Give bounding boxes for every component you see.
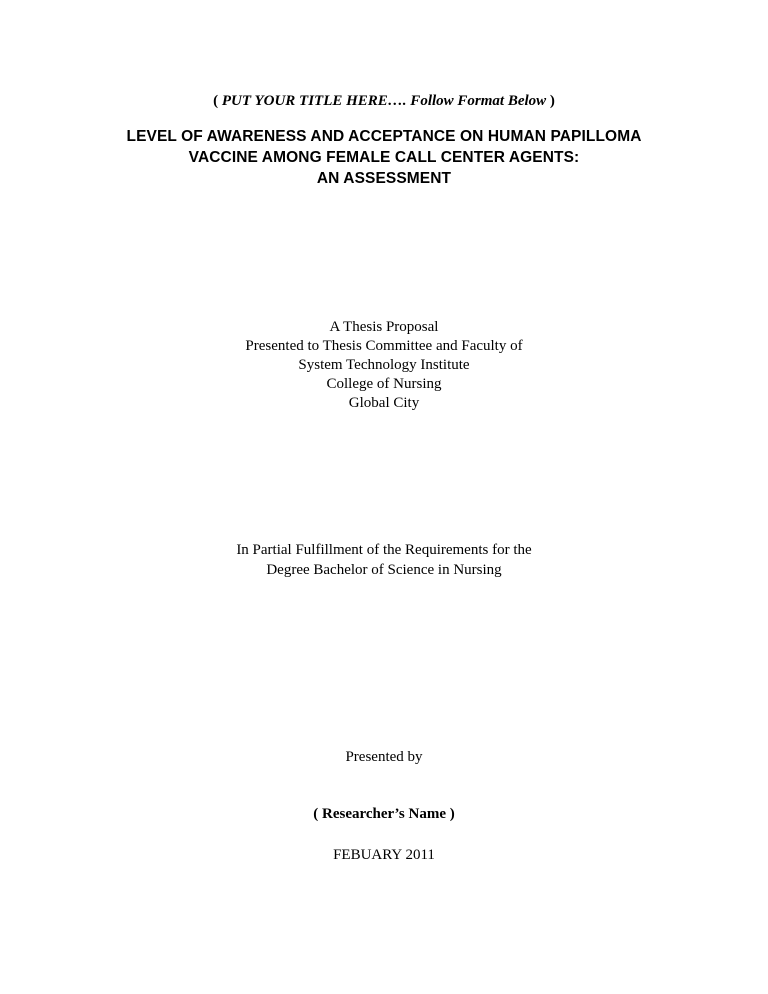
proposal-line-5: Global City <box>348 395 420 411</box>
fulfillment-line-1: In Partial Fulfillment of the Requirements for the <box>236 542 532 558</box>
proposal-line-4: College of Nursing <box>326 376 442 392</box>
title-line-1: LEVEL OF AWARENESS AND ACCEPTANCE ON HUMAN PAPILLOMA <box>126 128 642 145</box>
presented-by: Presented by <box>345 749 423 765</box>
fulfillment-line-2: Degree Bachelor of Science in Nursing <box>266 562 502 578</box>
title-line-3: AN ASSESSMENT <box>316 170 452 187</box>
note-text: PUT YOUR TITLE HERE…. Follow Format Below <box>218 93 550 109</box>
title-line-2: VACCINE AMONG FEMALE CALL CENTER AGENTS: <box>188 149 580 166</box>
proposal-line-2: Presented to Thesis Committee and Faculty of <box>245 338 523 354</box>
submission-date: FEBUARY 2011 <box>333 847 435 863</box>
researcher-name: ( Researcher’s Name ) <box>313 806 455 822</box>
note-open-paren: ( <box>213 93 219 109</box>
proposal-line-1: A Thesis Proposal <box>329 319 439 335</box>
proposal-line-3: System Technology Institute <box>298 357 470 373</box>
note-close-paren: ) <box>549 93 555 109</box>
format-instruction-note <box>0 93 768 110</box>
